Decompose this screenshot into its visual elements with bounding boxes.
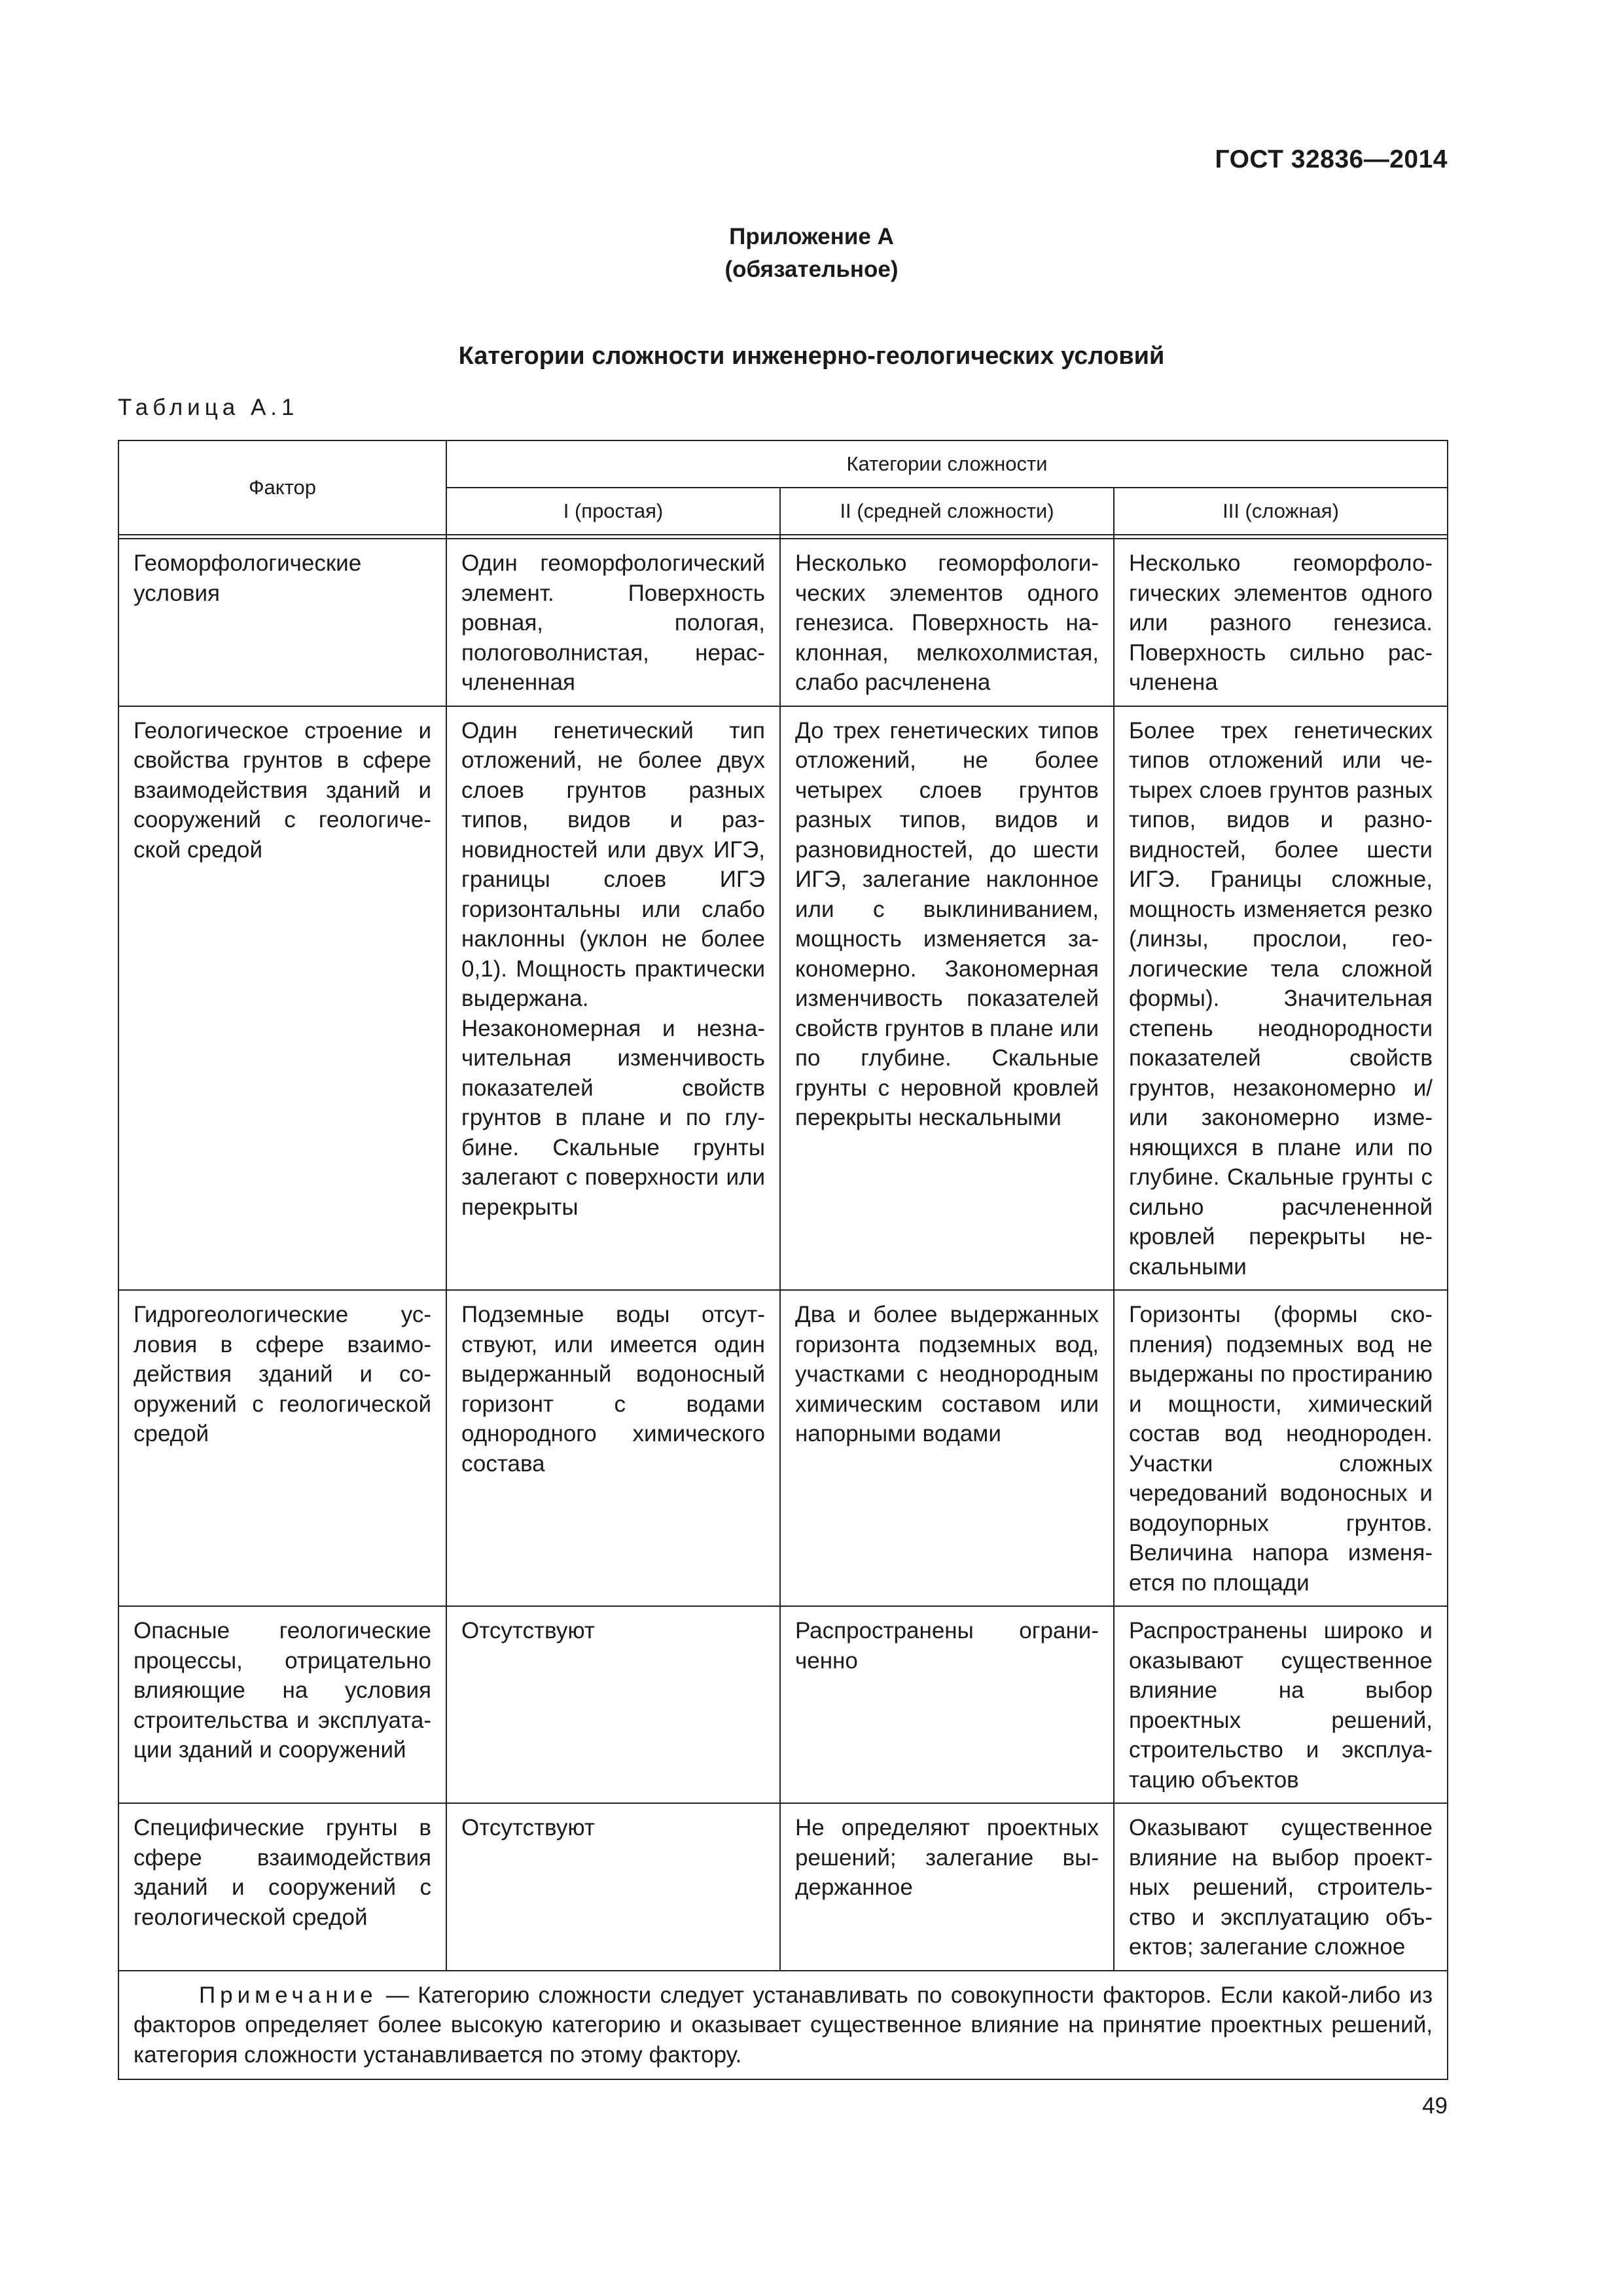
table-note-row — [118, 1971, 1448, 2080]
standard-number: ГОСТ 32836—2014 — [1215, 145, 1448, 173]
note-lead: Примечание — [199, 1982, 378, 2008]
column-header-simple: I (простая) — [446, 488, 780, 535]
table-row — [118, 1606, 1448, 1803]
category-2-cell: Не определяют проектных решений; залегание выдержанное — [780, 1803, 1114, 1971]
category-3-cell: Распространены широко и оказывают существенное влияние на выбор проектных решений, строительство и эксплуатацию объектов — [1114, 1606, 1448, 1803]
category-3-cell: Более трех генетических типов отложений или четырех слоев грунтов разных типов, видов и разновидностей, более шести ИГЭ. Границы сложные, мощность изменяется резко (линзы, прослои, геологические тела сложной формы). Значительная степень неоднородности показателей свойств грунтов, незакономерно и/или закономерно изменяющихся в плане или по глубине. Скальные грунты с сильно расчлененной кровлей перекрыты нескальными — [1114, 706, 1448, 1291]
factor-header: Фактор — [118, 440, 446, 535]
category-1-cell: Один генетический тип отложений, не более двух слоев грунтов разных типов, видов и разновидностей или двух ИГЭ, границы слоев ИГЭ горизонтальны или слабо наклонны (уклон не более 0,1). Мощность практически выдержана. Незакономерная и незначительная изменчивость показателей свойств грунтов в плане и по глубине. Скальные грунты залегают с поверхности или перекрыты — [446, 706, 780, 1291]
complexity-table — [118, 440, 1448, 2080]
category-2-cell: Два и более выдержанных горизонта подземных вод, участками с неоднородным химическим составом или напорными водами — [780, 1290, 1114, 1606]
category-2-cell: Несколько геоморфологических элементов одного генезиса. Поверхность наклонная, мелкохолмистая, слабо расчленена — [780, 539, 1114, 706]
factor-cell: Геологическое строение и свойства грунтов в сфере взаимодействия зданий и сооружений с геологической средой — [118, 706, 446, 1291]
column-header-medium: II (средней сложности) — [780, 488, 1114, 535]
categories-header: Категории сложности — [446, 440, 1448, 488]
factor-cell: Геоморфологические условия — [118, 539, 446, 706]
table-label: Таблица А.1 — [118, 395, 299, 420]
table-row — [118, 1803, 1448, 1971]
category-2-cell: До трех генетических типов отложений, не более четырех слоев грунтов разных типов, видов и разновидностей, до шести ИГЭ, залегание наклонное или с выклиниванием, мощность изменяется закономерно. Закономерная изменчивость показателей свойств грунтов в плане или по глубине. Скальные грунты с неровной кровлей перекрыты нескальными — [780, 706, 1114, 1291]
factor-cell: Гидрогеологические условия в сфере взаимодействия зданий и сооружений с геологической средой — [118, 1290, 446, 1606]
column-header-complex: III (сложная) — [1114, 488, 1448, 535]
note-text: — Категорию сложности следует устанавливать по совокупности факторов. Если какой-либо из факторов определяет более высокую категорию и оказывает существенное влияние на принятие проектных решений, категория сложности устанавливается по этому фактору. — [134, 1982, 1433, 2068]
page-number: 49 — [1422, 2093, 1448, 2119]
table-row — [118, 1290, 1448, 1606]
table-row — [118, 706, 1448, 1291]
table-header-row — [118, 440, 1448, 488]
factor-cell: Опасные геологические процессы, отрицательно влияющие на условия строительства и эксплуатации зданий и сооружений — [118, 1606, 446, 1803]
category-3-cell: Оказывают существенное влияние на выбор проектных решений, строительство и эксплуатацию объектов; залегание сложное — [1114, 1803, 1448, 1971]
section-heading: Категории сложности инженерно-геологических условий — [458, 342, 1165, 370]
appendix-subtitle: (обязательное) — [724, 257, 899, 282]
category-1-cell: Подземные воды отсутствуют, или имеется один выдержанный водоносный горизонт с водами однородного химического состава — [446, 1290, 780, 1606]
category-2-cell: Распространены ограниченно — [780, 1606, 1114, 1803]
category-1-cell: Один геоморфологический элемент. Поверхность ровная, пологая, пологоволнистая, нерасчлененная — [446, 539, 780, 706]
category-3-cell: Горизонты (формы скопления) подземных вод не выдержаны по простиранию и мощности, химический состав вод неоднороден. Участки сложных чередований водоносных и водоупорных грунтов. Величина напора изменяется по площади — [1114, 1290, 1448, 1606]
category-1-cell: Отсутствуют — [446, 1803, 780, 1971]
category-1-cell: Отсутствуют — [446, 1606, 780, 1803]
table-note — [118, 1971, 1448, 2080]
appendix-title: Приложение А — [729, 224, 894, 249]
factor-cell: Специфические грунты в сфере взаимодействия зданий и сооружений с геологической средой — [118, 1803, 446, 1971]
category-3-cell: Несколько геоморфологических элементов одного или разного генезиса. Поверхность сильно расчленена — [1114, 539, 1448, 706]
table-row — [118, 539, 1448, 706]
